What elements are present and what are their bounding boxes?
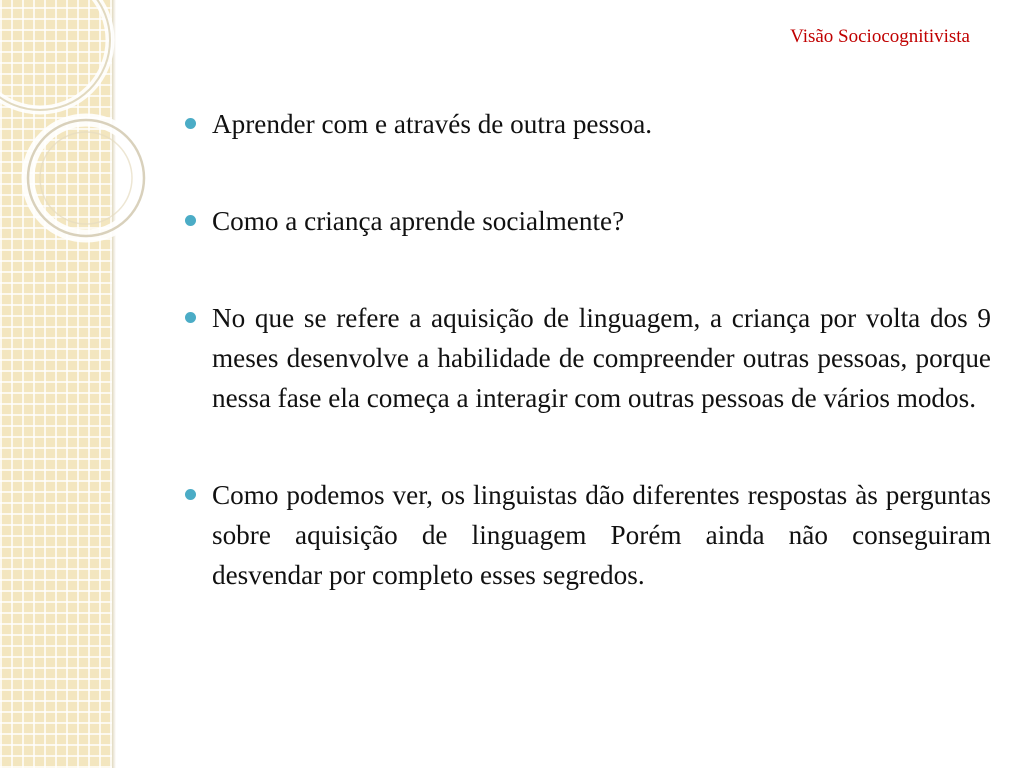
bullet-text: Aprender com e através de outra pessoa.: [212, 109, 653, 139]
bullet-text: No que se refere a aquisição de linguagem, a criança por volta dos 9 meses desenvolve a habilidade de compreender outras pessoas, porque nessa fase ela começa a interagir com outras pessoas de vários modos.: [212, 303, 998, 413]
bullet-list: [183, 104, 1005, 595]
bullet-item: [183, 104, 991, 144]
bullet-text: Como podemos ver, os linguistas dão diferentes respostas às perguntas sobre aquisição de linguagem Porém ainda não conseguiram desvendar por completo esses segredos.: [212, 480, 1005, 590]
slide-title: Visão Sociocognitivista: [790, 26, 970, 47]
bullet-item: [183, 475, 1005, 595]
bullet-dot-icon: [185, 489, 196, 500]
bullet-item: [183, 201, 991, 241]
bullet-text: Como a criança aprende socialmente?: [212, 206, 625, 236]
bullet-dot-icon: [185, 215, 196, 226]
bullet-item: [183, 298, 998, 418]
bullet-dot-icon: [185, 118, 196, 129]
bullet-dot-icon: [185, 312, 196, 323]
